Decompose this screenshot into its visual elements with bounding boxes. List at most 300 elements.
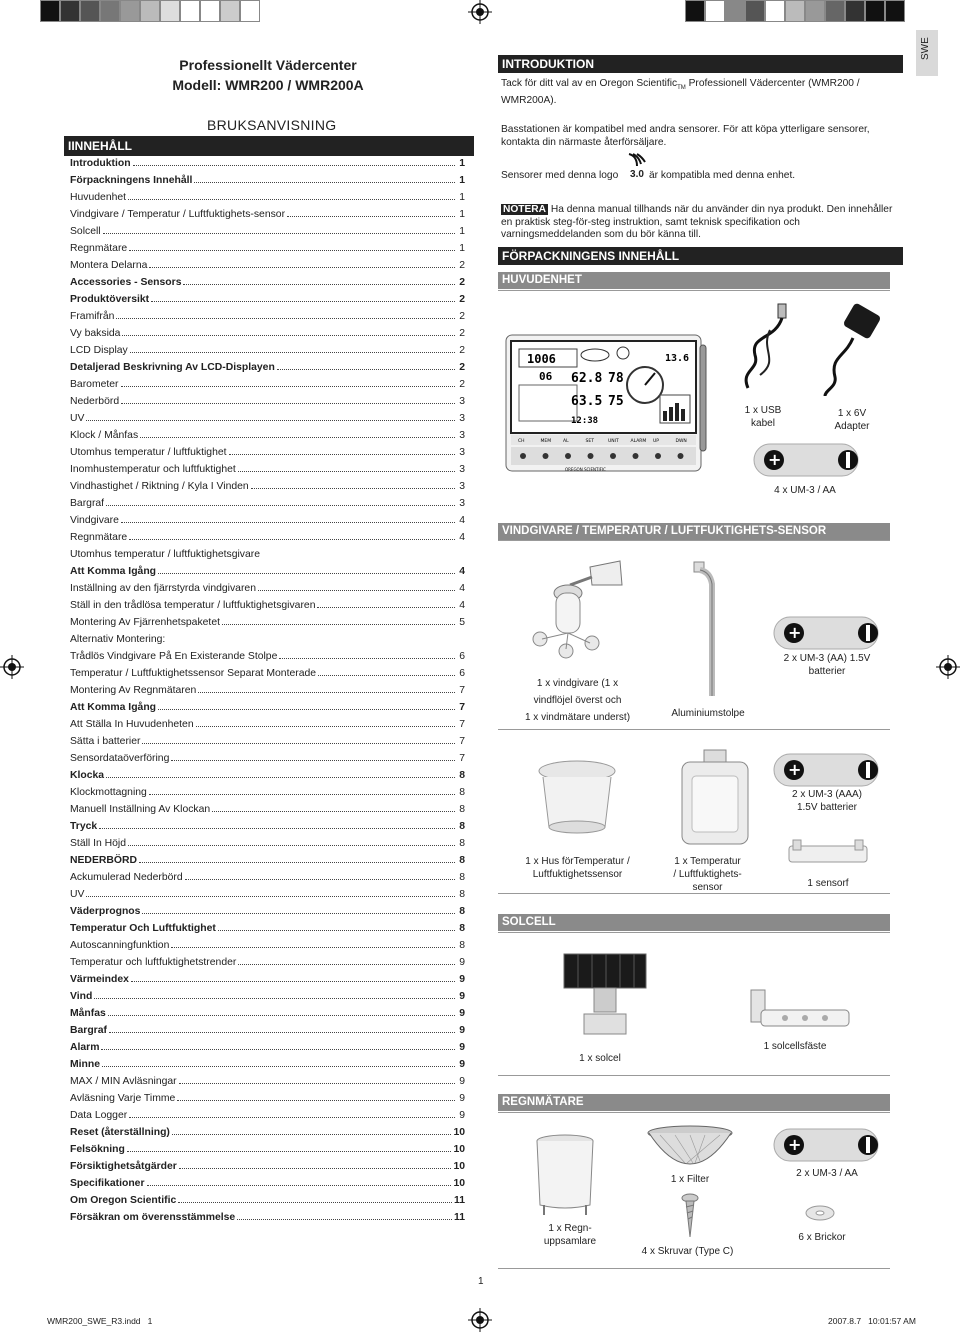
toc-entry-page: 1	[459, 175, 465, 186]
toc-leader-dots	[158, 709, 455, 710]
toc-entry-page: 9	[459, 991, 465, 1002]
toc-leader-dots	[198, 692, 455, 693]
svg-text:+: +	[788, 623, 802, 642]
toc-entry-page: 3	[459, 464, 465, 475]
toc-leader-dots	[318, 675, 455, 676]
language-tab: SWE	[916, 30, 938, 76]
lcd-button-label: CH	[518, 439, 525, 444]
toc-entry[interactable]	[70, 719, 465, 736]
toc-leader-dots	[130, 352, 455, 353]
toc-leader-dots	[196, 726, 455, 727]
sensor-mount-image	[785, 838, 870, 868]
registration-bar-right	[685, 0, 905, 22]
toc-leader-dots	[106, 777, 455, 778]
rain-filter-caption: 1 x Filter	[670, 1174, 710, 1185]
intro-note: NOTERA Ha denna manual tillhands när du använder din nya produkt. Den innehåller en praktisk steg-för-steg instruktion, samt teknisk specifikation och varningsmeddelanden som du bör känna till.	[501, 204, 893, 241]
lcd-button-label: UNIT	[608, 439, 619, 444]
aa-batteries-image	[752, 440, 862, 480]
toc-leader-dots	[147, 1185, 452, 1186]
toc-entry-page: 8	[459, 872, 465, 883]
toc-entry-label: Förpackningens Innehåll	[70, 175, 193, 186]
toc-leader-dots	[128, 845, 455, 846]
crosshair-left-icon	[0, 655, 24, 679]
solar-heading: SOLCELL	[498, 914, 890, 931]
registration-bar-left	[40, 0, 260, 22]
crosshair-top-icon	[468, 0, 492, 24]
toc-leader-dots	[171, 760, 455, 761]
lcd-button-icon	[588, 453, 594, 459]
title-line-1: Professionellt Vädercenter	[179, 57, 357, 73]
toc-entry[interactable]	[70, 175, 465, 192]
solar-cell-caption: 1 x solcel	[579, 1053, 621, 1064]
toc-entry-page: 7	[459, 719, 465, 730]
sensor-housing-image	[535, 757, 620, 842]
toc-entry-label: Värmeindex	[70, 974, 129, 985]
crosshair-bottom-icon	[468, 1308, 492, 1332]
toc-entry[interactable]	[70, 243, 465, 260]
toc-entry[interactable]	[70, 1076, 465, 1093]
toc-leader-dots	[108, 1015, 455, 1016]
toc-entry-page: 7	[459, 753, 465, 764]
toc-entry[interactable]	[70, 277, 465, 294]
toc-entry[interactable]	[70, 311, 465, 328]
toc-entry-label: Inställning av den fjärrstyrda vindgivaren	[70, 583, 256, 594]
toc-entry-label: Temperatur / Luftfuktighetssensor Separat Monterade	[70, 668, 317, 679]
crosshair-right-icon	[936, 655, 960, 679]
intro-paragraph-1: Tack för ditt val av en Oregon Scientific$_{TM}$ Professionell Vädercenter (WMR200 / WMR200A).	[501, 78, 860, 106]
toc-entry-label: Tryck	[70, 821, 98, 832]
toc-entry[interactable]	[70, 1212, 465, 1229]
toc-entry-page: 1	[459, 209, 465, 220]
svg-text:75: 75	[608, 394, 624, 409]
toc-entry[interactable]	[70, 583, 465, 600]
toc-leader-dots	[139, 862, 455, 863]
toc-leader-dots	[238, 964, 455, 965]
toc-entry[interactable]	[70, 345, 465, 362]
toc-entry-label: Bargraf	[70, 1025, 107, 1036]
toc-entry-page: 1	[459, 243, 465, 254]
toc-entry-label: Produktöversikt	[70, 294, 150, 305]
toc-entry-page: 8	[459, 855, 465, 866]
toc-leader-dots	[172, 1134, 452, 1135]
toc-leader-dots	[287, 216, 455, 217]
toc-leader-dots	[194, 182, 455, 183]
lcd-button-icon	[678, 453, 684, 459]
toc-entry-label: Vindgivare / Temperatur / Luftfuktighets-sensor	[70, 209, 286, 220]
toc-entry-label: Temperatur och luftfuktighetstrender	[70, 957, 237, 968]
toc-leader-dots	[129, 1117, 455, 1118]
toc-leader-dots	[149, 794, 455, 795]
toc-entry-label: Klock / Månfas	[70, 430, 139, 441]
toc-entry[interactable]	[70, 447, 465, 464]
lcd-button-label: DWN	[675, 439, 687, 444]
toc-entry-label: Minne	[70, 1059, 101, 1070]
toc-entry-label: Att Komma Igång	[70, 702, 157, 713]
toc-entry[interactable]	[70, 328, 465, 345]
thermo-hygro-sensor-caption: 1 x Temperatur / Luftfuktighets- sensor	[673, 856, 742, 893]
divider	[498, 540, 890, 541]
adapter-caption: 1 x 6V Adapter	[834, 408, 870, 432]
lcd-button-icon	[610, 453, 616, 459]
toc-entry-page: 8	[459, 804, 465, 815]
toc-entry-label: Försiktighetsåtgärder	[70, 1161, 177, 1172]
toc-entry-page: 8	[459, 838, 465, 849]
toc-entry-label: Vindgivare	[70, 515, 119, 526]
toc-leader-dots	[179, 1168, 452, 1169]
toc-entry[interactable]	[70, 821, 465, 838]
toc-leader-dots	[116, 318, 455, 319]
toc-entry[interactable]	[70, 634, 465, 651]
toc-entry-page: 2	[459, 277, 465, 288]
toc-entry-page: 9	[459, 1042, 465, 1053]
toc-entry[interactable]	[70, 872, 465, 889]
usb-cable-caption: 1 x USB kabel	[744, 405, 782, 429]
toc-entry-page: 2	[459, 260, 465, 271]
toc-entry-page: 9	[459, 1110, 465, 1121]
toc-entry-page: 2	[459, 362, 465, 373]
toc-leader-dots	[142, 913, 455, 914]
toc-leader-dots	[171, 947, 455, 948]
document-title	[118, 55, 418, 95]
toc-entry-page: 2	[459, 328, 465, 339]
toc-entry-page: 9	[459, 1008, 465, 1019]
toc-entry-page: 9	[459, 1093, 465, 1104]
toc-entry-page: 3	[459, 413, 465, 424]
rain-collector-caption: 1 x Regn- uppsamlare	[543, 1223, 597, 1247]
toc-entry-label: Felsökning	[70, 1144, 125, 1155]
toc-entry[interactable]	[70, 549, 465, 566]
toc-leader-dots	[317, 607, 455, 608]
toc-entry[interactable]	[70, 940, 465, 957]
toc-entry-page: 6	[459, 668, 465, 679]
divider	[498, 1268, 890, 1269]
toc-leader-dots	[178, 1202, 452, 1203]
toc-entry-page: 3	[459, 447, 465, 458]
toc-entry-label: Att Komma Igång	[70, 566, 157, 577]
toc-entry[interactable]	[70, 1178, 465, 1195]
toc-entry-label: Manuell Inställning Av Klockan	[70, 804, 211, 815]
toc-entry-page: 1	[459, 158, 465, 169]
toc-entry[interactable]	[70, 1110, 465, 1127]
toc-entry[interactable]	[70, 260, 465, 277]
toc-heading: IINNEHÅLL	[64, 136, 474, 156]
screw-icon	[680, 1193, 700, 1238]
toc-entry-label: Reset (återställning)	[70, 1127, 170, 1138]
toc-entry-page: 9	[459, 1025, 465, 1036]
toc-entry[interactable]	[70, 600, 465, 617]
footer-timestamp: 2007.8.7 10:01:57 AM	[828, 1316, 916, 1326]
divider	[498, 932, 890, 933]
toc-entry-page: 2	[459, 294, 465, 305]
svg-text:OREGON SCIENTIFIC: OREGON SCIENTIFIC	[565, 467, 606, 472]
lcd-button-icon	[520, 453, 526, 459]
main-unit-batteries-caption: 4 x UM-3 / AA	[774, 485, 836, 496]
toc-entry[interactable]	[70, 1008, 465, 1025]
toc-entry-page: 3	[459, 481, 465, 492]
toc-leader-dots	[94, 998, 455, 999]
toc-leader-dots	[142, 743, 455, 744]
toc-entry-page: 10	[453, 1161, 465, 1172]
toc-entry-page: 11	[454, 1212, 465, 1223]
compatibility-logo-icon: 3.0	[625, 152, 649, 181]
toc-entry-page: 8	[459, 889, 465, 900]
toc-entry-page: 9	[459, 974, 465, 985]
toc-entry[interactable]	[70, 787, 465, 804]
toc-leader-dots	[158, 573, 455, 574]
screws-caption: 4 x Skruvar (Type C)	[641, 1246, 734, 1257]
toc-entry-label: Månfas	[70, 1008, 106, 1019]
lcd-button-label: MEM	[540, 439, 552, 444]
toc-leader-dots	[237, 1219, 452, 1220]
toc-entry-label: Solcell	[70, 226, 101, 237]
toc-entry[interactable]	[70, 413, 465, 430]
toc-entry[interactable]	[70, 804, 465, 821]
toc-entry[interactable]	[70, 906, 465, 923]
toc-entry[interactable]	[70, 702, 465, 719]
toc-entry[interactable]	[70, 481, 465, 498]
toc-entry[interactable]	[70, 889, 465, 906]
toc-entry-page: 4	[459, 583, 465, 594]
toc-entry-page: 8	[459, 787, 465, 798]
toc-entry-label: Montera Delarna	[70, 260, 148, 271]
toc-entry-label: Montering Av Fjärrenhetspaketet	[70, 617, 220, 628]
toc-entry-label: Specifikationer	[70, 1178, 145, 1189]
toc-entry-page: 10	[453, 1178, 465, 1189]
toc-entry-label: Sensordataöverföring	[70, 753, 170, 764]
lcd-button-label: AL	[563, 439, 569, 444]
toc-leader-dots	[133, 165, 455, 166]
toc-entry-page: 2	[459, 345, 465, 356]
svg-text:+: +	[788, 760, 802, 779]
toc-leader-dots	[121, 522, 455, 523]
toc-entry[interactable]	[70, 617, 465, 634]
washer-icon	[805, 1205, 835, 1221]
toc-entry-page: 6	[459, 651, 465, 662]
aa-batteries-sensor-caption: 2 x UM-3 (AA) 1.5V batterier	[783, 653, 871, 677]
toc-entry-page: 9	[459, 957, 465, 968]
intro-heading: INTRODUKTION	[498, 55, 903, 73]
toc-entry[interactable]	[70, 957, 465, 974]
toc-entry-page: 4	[459, 515, 465, 526]
toc-entry[interactable]	[70, 515, 465, 532]
toc-entry-label: Ställ in den trådlösa temperatur / luftfuktighetsgivaren	[70, 600, 316, 611]
toc-entry-label: Huvudenhet	[70, 192, 127, 203]
toc-leader-dots	[103, 233, 455, 234]
lcd-button-label: ALARM	[630, 439, 647, 444]
housing-caption: 1 x Hus förTemperatur / Luftfuktighetssensor	[525, 856, 630, 880]
toc-leader-dots	[151, 301, 455, 302]
aaa-batteries-image	[772, 750, 882, 790]
toc-entry[interactable]	[70, 923, 465, 940]
toc-entry-page: 4	[459, 600, 465, 611]
toc-leader-dots	[251, 488, 455, 489]
toc-entry-page: 11	[454, 1195, 465, 1206]
toc-entry-label: Ackumulerad Nederbörd	[70, 872, 183, 883]
toc-entry-page: 9	[459, 1076, 465, 1087]
toc-entry[interactable]	[70, 1093, 465, 1110]
toc-entry[interactable]	[70, 974, 465, 991]
toc-entry-label: Ställ In Höjd	[70, 838, 127, 849]
toc-entry-label: Nederbörd	[70, 396, 120, 407]
toc-leader-dots	[222, 624, 455, 625]
rain-gauge-heading: REGNMÄTARE	[498, 1094, 890, 1111]
note-label: NOTERA	[503, 204, 547, 215]
toc-leader-dots	[122, 335, 455, 336]
toc-entry-page: 3	[459, 498, 465, 509]
toc-entry-page: 8	[459, 770, 465, 781]
solar-cell-image	[560, 948, 650, 1048]
toc-leader-dots	[149, 267, 455, 268]
toc-leader-dots	[279, 658, 455, 659]
wind-vane-caption: 1 x vindgivare (1 x vindflöjel överst och 1 x vindmätare underst)	[524, 678, 631, 723]
toc-entry[interactable]	[70, 379, 465, 396]
rain-batteries-image	[772, 1125, 882, 1165]
toc-entry-page: 3	[459, 396, 465, 407]
footer-file: WMR200_SWE_R3.indd 1	[47, 1316, 153, 1326]
aluminium-pole-image	[690, 560, 730, 700]
toc-entry[interactable]	[70, 532, 465, 549]
toc-entry-page: 2	[459, 379, 465, 390]
toc-entry[interactable]	[70, 753, 465, 770]
intro-paragraph-3: Sensorer med denna logo 3.0 är kompatibla med denna enhet.	[501, 152, 896, 182]
toc-list	[70, 158, 465, 1229]
divider	[498, 729, 890, 730]
toc-leader-dots	[218, 930, 455, 931]
toc-entry-label: Om Oregon Scientific	[70, 1195, 177, 1206]
toc-entry-page: 8	[459, 923, 465, 934]
toc-entry-label: Avläsning Varje Timme	[70, 1093, 176, 1104]
wind-vane-image	[520, 555, 630, 665]
toc-entry[interactable]	[70, 430, 465, 447]
toc-entry-page: 10	[453, 1127, 465, 1138]
toc-entry-page: 7	[459, 685, 465, 696]
usb-cable-image	[730, 300, 795, 395]
toc-entry[interactable]	[70, 294, 465, 311]
rain-batteries-caption: 2 x UM-3 / AA	[796, 1168, 858, 1179]
toc-entry-page: 7	[459, 736, 465, 747]
toc-entry-label: UV	[70, 889, 85, 900]
toc-entry[interactable]	[70, 226, 465, 243]
toc-entry-label: Klocka	[70, 770, 105, 781]
toc-leader-dots	[109, 1032, 455, 1033]
washers-caption: 6 x Brickor	[798, 1232, 846, 1243]
intro-paragraph-2: Basstationen är kompatibel med andra sensorer. För att köpa ytterligare sensorer, kontakta din närmaste återförsäljare.	[501, 124, 870, 148]
toc-leader-dots	[277, 369, 455, 370]
pole-caption: Aluminiumstolpe	[671, 708, 745, 719]
toc-leader-dots	[86, 896, 455, 897]
toc-leader-dots	[121, 386, 455, 387]
toc-entry-label: Barometer	[70, 379, 119, 390]
toc-entry-page: 9	[459, 1059, 465, 1070]
toc-leader-dots	[229, 454, 455, 455]
toc-entry[interactable]	[70, 1144, 465, 1161]
toc-entry[interactable]	[70, 991, 465, 1008]
toc-entry-label: UV	[70, 413, 85, 424]
toc-entry-label: Vind	[70, 991, 93, 1002]
svg-text:12:38: 12:38	[571, 416, 599, 426]
page-number: 1	[478, 1276, 484, 1287]
toc-entry[interactable]	[70, 1161, 465, 1178]
toc-entry-label: Montering Av Regnmätaren	[70, 685, 197, 696]
toc-entry-label: Regnmätare	[70, 243, 128, 254]
toc-entry-label: Detaljerad Beskrivning Av LCD-Displayen	[70, 362, 275, 373]
svg-text:62.8: 62.8	[571, 371, 603, 386]
toc-leader-dots	[101, 1049, 455, 1050]
toc-leader-dots	[185, 879, 455, 880]
toc-leader-dots	[86, 420, 455, 421]
toc-entry-page: 4	[459, 566, 465, 577]
toc-entry[interactable]	[70, 855, 465, 872]
weather-station-image	[505, 325, 720, 475]
toc-entry[interactable]	[70, 1059, 465, 1076]
toc-entry[interactable]	[70, 1025, 465, 1042]
toc-entry-label: Introduktion	[70, 158, 131, 169]
toc-entry-label: Temperatur Och Luftfuktighet	[70, 923, 216, 934]
toc-entry-label: Accessories - Sensors	[70, 277, 182, 288]
toc-leader-dots	[131, 981, 455, 982]
toc-entry[interactable]	[70, 192, 465, 209]
toc-leader-dots	[102, 1066, 455, 1067]
rain-collector-image	[530, 1133, 600, 1218]
toc-leader-dots	[128, 199, 455, 200]
toc-leader-dots	[121, 403, 455, 404]
toc-leader-dots	[212, 811, 455, 812]
toc-entry[interactable]	[70, 396, 465, 413]
sensor-mount-caption: 1 sensorf	[807, 878, 849, 889]
toc-entry[interactable]	[70, 158, 465, 175]
lcd-button-icon	[655, 453, 661, 459]
toc-entry-label: Data Logger	[70, 1110, 128, 1121]
toc-entry-label: NEDERBÖRD	[70, 855, 137, 866]
toc-entry-label: Regnmätare	[70, 532, 128, 543]
toc-entry[interactable]	[70, 668, 465, 685]
toc-entry[interactable]	[70, 362, 465, 379]
toc-entry[interactable]	[70, 1127, 465, 1144]
rain-filter-image	[645, 1125, 735, 1170]
toc-entry[interactable]	[70, 209, 465, 226]
thermo-hygro-sensor-image	[678, 748, 753, 848]
toc-entry[interactable]	[70, 1195, 465, 1212]
toc-entry-page: 4	[459, 532, 465, 543]
svg-text:78: 78	[608, 371, 624, 386]
toc-entry-label: Framifrån	[70, 311, 115, 322]
toc-entry[interactable]	[70, 736, 465, 753]
toc-leader-dots	[129, 539, 455, 540]
toc-entry-page: 8	[459, 906, 465, 917]
toc-entry[interactable]	[70, 838, 465, 855]
toc-entry[interactable]	[70, 651, 465, 668]
toc-entry-page: 10	[453, 1144, 465, 1155]
svg-text:1006: 1006	[527, 352, 556, 366]
toc-entry[interactable]	[70, 464, 465, 481]
lcd-button-icon	[565, 453, 571, 459]
toc-entry[interactable]	[70, 566, 465, 583]
lcd-button-label: SET	[585, 439, 594, 444]
toc-entry-label: Väderprognos	[70, 906, 141, 917]
toc-entry[interactable]	[70, 1042, 465, 1059]
toc-entry[interactable]	[70, 685, 465, 702]
lcd-button-icon	[543, 453, 549, 459]
toc-entry[interactable]	[70, 498, 465, 515]
aaa-batteries-caption: 2 x UM-3 (AAA) 1.5V batterier	[791, 789, 862, 813]
toc-leader-dots	[106, 505, 455, 506]
divider	[498, 1112, 890, 1113]
solar-bracket-caption: 1 solcellsfäste	[763, 1041, 827, 1052]
aa-batteries-sensor-image	[772, 613, 882, 653]
wind-sensor-heading: VINDGIVARE / TEMPERATUR / LUFTFUKTIGHETS-SENSOR	[498, 523, 890, 540]
toc-entry[interactable]	[70, 770, 465, 787]
toc-entry-label: Vy baksida	[70, 328, 121, 339]
